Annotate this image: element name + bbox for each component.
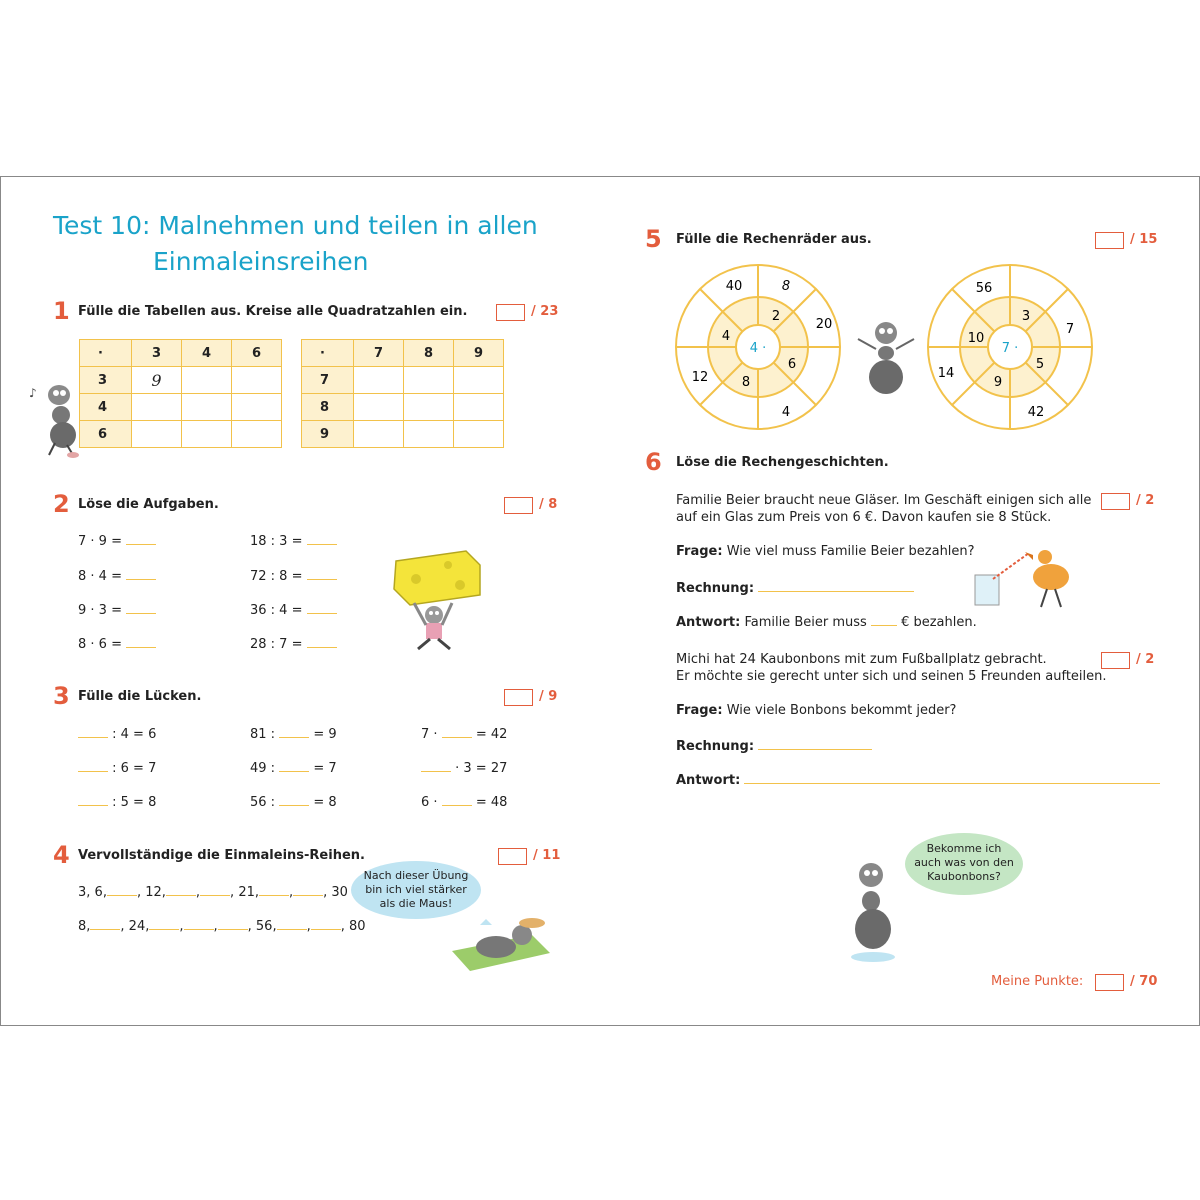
story2-answer	[676, 771, 1160, 788]
task4-number: 4	[53, 841, 70, 869]
table-cell[interactable]	[132, 394, 182, 421]
gap-item	[78, 758, 156, 776]
score-box[interactable]	[1101, 493, 1130, 510]
calculation-line[interactable]	[758, 579, 914, 592]
answer-blank[interactable]	[311, 916, 341, 930]
gap-text: · 3 = 27	[455, 761, 508, 776]
wheel-inner-value: 2	[771, 309, 781, 324]
gap-text: = 48	[475, 795, 508, 810]
story2-text: Michi hat 24 Kaubonbons mit zum Fußballplatz gebracht.	[676, 652, 1047, 667]
table-b-col: 9	[454, 340, 504, 367]
answer-blank[interactable]	[259, 882, 289, 896]
total-label: Meine Punkte:	[991, 974, 1084, 989]
story1-text: Familie Beier braucht neue Gläser. Im Geschäft einigen sich alle	[676, 493, 1092, 508]
answer-blank[interactable]	[307, 531, 337, 545]
score-points: / 70	[1130, 974, 1158, 989]
bubble-text: Bekomme ich	[926, 842, 1002, 855]
table-b-operator: ·	[302, 340, 354, 367]
answer-blank[interactable]	[307, 566, 337, 580]
multiplication-table-a	[79, 339, 282, 448]
wheel-outer-value: 4	[781, 405, 791, 420]
wheel-inner-value: 9	[993, 375, 1003, 390]
exercise-item	[250, 531, 337, 549]
table-b-row: 9	[302, 421, 354, 448]
table-cell[interactable]	[232, 394, 282, 421]
gap-item	[78, 792, 156, 810]
gap-item	[78, 724, 156, 742]
wheel-outer-value: 40	[725, 279, 743, 294]
task5-number: 5	[645, 225, 662, 253]
story2-calculation	[676, 737, 872, 754]
task1-instruction: Fülle die Tabellen aus. Kreise alle Quadratzahlen ein.	[78, 304, 468, 319]
calculation-wheels	[674, 261, 1104, 433]
answer-blank[interactable]	[184, 916, 214, 930]
gap-item	[421, 724, 507, 742]
answer-blank[interactable]	[279, 792, 309, 806]
exercise-item	[78, 634, 156, 652]
answer-line[interactable]	[871, 613, 897, 626]
score-points: / 23	[531, 304, 559, 319]
sequence-value: 56,	[255, 919, 277, 934]
exercise-item	[250, 600, 337, 618]
gap-text: : 6 = 7	[112, 761, 157, 776]
exercise-text: 28 : 7 =	[250, 637, 303, 652]
gap-item	[421, 758, 507, 776]
answer-blank[interactable]	[149, 916, 179, 930]
table-a-row: 4	[80, 394, 132, 421]
gap-text: 56 :	[250, 795, 276, 810]
answer-line[interactable]	[744, 771, 1160, 784]
table-b-row: 7	[302, 367, 354, 394]
story1-answer	[676, 613, 977, 630]
mouse-with-cheese-illustration	[386, 543, 486, 655]
wheel-outer-value: 42	[1027, 405, 1045, 420]
exercise-item	[78, 531, 156, 549]
table-cell[interactable]	[404, 367, 454, 394]
table-b-col: 8	[404, 340, 454, 367]
answer-label: Antwort:	[676, 615, 741, 630]
answer-label: Antwort:	[676, 773, 741, 788]
story1-question	[676, 544, 975, 559]
table-cell[interactable]	[182, 394, 232, 421]
score-points: / 8	[539, 497, 558, 512]
score-points: / 2	[1136, 652, 1155, 667]
answer-blank[interactable]	[78, 792, 108, 806]
task1-number: 1	[53, 297, 70, 325]
table-cell[interactable]	[354, 394, 404, 421]
wheel-inner-value: 4	[721, 329, 731, 344]
sequence-value: 21,	[238, 885, 259, 900]
wheel-outer-value: 7	[1065, 322, 1075, 337]
task5-instruction: Fülle die Rechenräder aus.	[676, 232, 872, 247]
task4-instruction: Vervollständige die Einmaleins-Reihen.	[78, 848, 365, 863]
sequence-row-2: 8, , 24, , , , 56, , , 80	[78, 916, 366, 934]
sequence-value: 24,	[128, 919, 150, 934]
answer-blank[interactable]	[442, 792, 472, 806]
gap-text: 6 ·	[421, 795, 438, 810]
story2-question	[676, 703, 956, 718]
calculation-label: Rechnung:	[676, 739, 755, 754]
answer-blank[interactable]	[126, 634, 156, 648]
table-cell[interactable]	[354, 421, 404, 448]
wheel-inner-value: 8	[741, 375, 751, 390]
svg-text:♪: ♪	[29, 386, 37, 400]
calculation-label: Rechnung:	[676, 581, 755, 596]
score-points: / 9	[539, 689, 558, 704]
gap-item	[421, 792, 507, 810]
answer-blank[interactable]	[307, 634, 337, 648]
gap-item	[250, 792, 337, 810]
score-box[interactable]	[1095, 232, 1124, 249]
exercise-item	[78, 600, 156, 618]
exercise-item	[250, 566, 337, 584]
question-label: Frage:	[676, 544, 723, 559]
ant-juggling-illustration	[858, 322, 914, 394]
table-cell[interactable]	[232, 367, 282, 394]
answer-blank[interactable]	[78, 724, 108, 738]
gap-text: : 4 = 6	[112, 727, 157, 742]
exercise-text: 9 · 3 =	[78, 603, 122, 618]
page-title-line2: Einmaleinsreihen	[153, 247, 369, 276]
question-text: Wie viel muss Familie Beier bezahlen?	[726, 544, 975, 559]
answer-blank[interactable]	[442, 724, 472, 738]
table-cell[interactable]	[454, 394, 504, 421]
table-cell[interactable]	[182, 367, 232, 394]
bird-drinking-illustration	[969, 543, 1085, 613]
ant-musician-illustration	[23, 375, 83, 459]
answer-blank[interactable]	[126, 531, 156, 545]
answer-text: Familie Beier muss	[744, 615, 867, 630]
task3-instruction: Fülle die Lücken.	[78, 689, 202, 704]
ant-sunbathing-illustration	[446, 891, 556, 975]
wheel-center: 4 ·	[749, 341, 767, 356]
sequence-row-1: 3, 6, , 12, , , 21, , , 30	[78, 882, 348, 900]
table-a-col: 4	[182, 340, 232, 367]
task6-instruction: Löse die Rechengeschichten.	[676, 455, 889, 470]
answer-blank[interactable]	[277, 916, 307, 930]
table-a-operator: ·	[80, 340, 132, 367]
gap-item	[250, 724, 337, 742]
answer-blank[interactable]	[218, 916, 248, 930]
exercise-text: 8 · 4 =	[78, 569, 122, 584]
wheel-inner-value: 6	[787, 357, 797, 372]
score-points: / 11	[533, 848, 561, 863]
wheel-inner-value: 3	[1021, 309, 1031, 324]
task6-number: 6	[645, 448, 662, 476]
wheel-inner-value: 10	[967, 331, 985, 346]
table-cell[interactable]	[454, 421, 504, 448]
sequence-value: 12,	[145, 885, 166, 900]
exercise-item	[250, 634, 337, 652]
table-cell[interactable]	[404, 421, 454, 448]
multiplication-table-b	[301, 339, 504, 448]
score-box[interactable]	[504, 689, 533, 706]
bubble-text: Nach dieser Übung	[363, 869, 469, 882]
gap-text: = 9	[313, 727, 337, 742]
page-title-line1: Test 10: Malnehmen und teilen in allen	[53, 211, 538, 240]
sequence-value: 8,	[78, 919, 91, 934]
table-a-row: 3	[80, 367, 132, 394]
exercise-text: 36 : 4 =	[250, 603, 303, 618]
wheel-outer-value: 14	[937, 366, 955, 381]
table-a-row: 6	[80, 421, 132, 448]
wheel-outer-value: 8	[781, 279, 791, 294]
question-label: Frage:	[676, 703, 723, 718]
score-box[interactable]	[1101, 652, 1130, 669]
question-text: Wie viele Bonbons bekommt jeder?	[726, 703, 957, 718]
table-cell[interactable]	[182, 421, 232, 448]
sequence-value: 80	[349, 919, 366, 934]
gap-text: = 8	[313, 795, 337, 810]
answer-text: € bezahlen.	[901, 615, 977, 630]
story2-text: Er möchte sie gerecht unter sich und seinen 5 Freunden aufteilen.	[676, 669, 1107, 684]
exercise-item	[78, 566, 156, 584]
table-b-col: 7	[354, 340, 404, 367]
answer-blank[interactable]	[126, 600, 156, 614]
worksheet-page	[0, 176, 1200, 1026]
score-box[interactable]	[1095, 974, 1124, 991]
bubble-text: als die Maus!	[379, 897, 453, 910]
gap-text: = 7	[313, 761, 337, 776]
gap-text: 7 ·	[421, 727, 438, 742]
wheel-outer-value: 20	[815, 317, 833, 332]
answer-blank[interactable]	[90, 916, 120, 930]
bubble-text: auch was von den	[914, 856, 1014, 869]
speech-bubble-ant-bonbons	[905, 833, 1023, 895]
table-cell[interactable]	[454, 367, 504, 394]
score-points: / 15	[1130, 232, 1158, 247]
sequence-value: 6,	[94, 885, 107, 900]
exercise-text: 7 · 9 =	[78, 534, 122, 549]
table-a-col: 6	[232, 340, 282, 367]
score-box[interactable]	[498, 848, 527, 865]
answer-blank[interactable]	[78, 758, 108, 772]
calculation-line[interactable]	[758, 737, 872, 750]
score-box[interactable]	[504, 497, 533, 514]
table-cell[interactable]	[232, 421, 282, 448]
score-box[interactable]	[496, 304, 525, 321]
answer-blank[interactable]	[166, 882, 196, 896]
table-cell[interactable]	[354, 367, 404, 394]
table-cell-filled[interactable]: 9	[132, 367, 182, 394]
answer-blank[interactable]	[307, 600, 337, 614]
answer-blank[interactable]	[279, 758, 309, 772]
answer-blank[interactable]	[279, 724, 309, 738]
ant-standing-illustration	[841, 857, 905, 967]
story1-text: auf ein Glas zum Preis von 6 €. Davon kaufen sie 8 Stück.	[676, 510, 1052, 525]
table-b-row: 8	[302, 394, 354, 421]
bubble-text: bin ich viel stärker	[365, 883, 467, 896]
wheel-outer-value: 56	[975, 281, 993, 296]
exercise-text: 8 · 6 =	[78, 637, 122, 652]
answer-blank[interactable]	[126, 566, 156, 580]
sequence-value: 30	[331, 885, 348, 900]
sequence-value: 3,	[78, 885, 91, 900]
task2-number: 2	[53, 490, 70, 518]
task2-instruction: Löse die Aufgaben.	[78, 497, 219, 512]
wheel-outer-value: 12	[691, 370, 709, 385]
exercise-text: 18 : 3 =	[250, 534, 303, 549]
gap-item	[250, 758, 337, 776]
gap-text: = 42	[475, 727, 508, 742]
calculation-wheel-4	[676, 265, 840, 429]
wheel-inner-value: 5	[1035, 357, 1045, 372]
table-cell[interactable]	[132, 421, 182, 448]
answer-blank[interactable]	[421, 758, 451, 772]
exercise-text: 72 : 8 =	[250, 569, 303, 584]
answer-blank[interactable]	[107, 882, 137, 896]
calculation-wheel-7	[928, 265, 1092, 429]
gap-text: : 5 = 8	[112, 795, 157, 810]
answer-blank[interactable]	[293, 882, 323, 896]
table-cell[interactable]	[404, 394, 454, 421]
gap-text: 81 :	[250, 727, 276, 742]
table-a-col: 3	[132, 340, 182, 367]
task3-number: 3	[53, 682, 70, 710]
bubble-text: Kaubonbons?	[927, 870, 1001, 883]
story1-calculation	[676, 579, 914, 596]
score-points: / 2	[1136, 493, 1155, 508]
gap-text: 49 :	[250, 761, 276, 776]
answer-blank[interactable]	[200, 882, 230, 896]
wheel-center: 7 ·	[1001, 341, 1019, 356]
